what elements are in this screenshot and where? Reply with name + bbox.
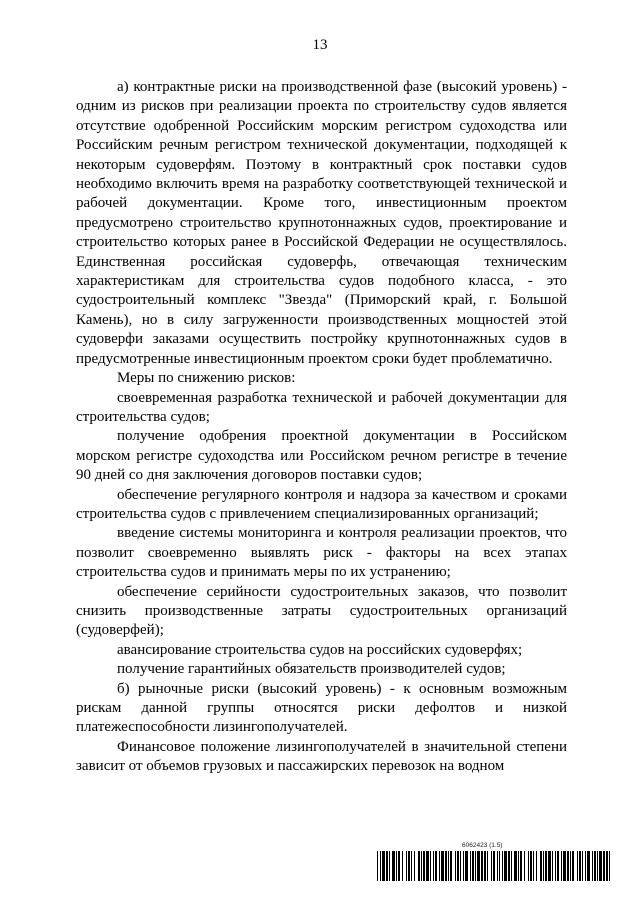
barcode-bar bbox=[508, 851, 510, 881]
barcode-bar bbox=[592, 851, 593, 881]
barcode-bar bbox=[545, 851, 547, 881]
barcode-bar bbox=[414, 851, 415, 881]
barcode-bar bbox=[533, 851, 534, 881]
barcode-bar bbox=[491, 851, 492, 881]
barcode-bar bbox=[563, 851, 566, 881]
barcode-bar bbox=[594, 851, 596, 881]
document-footer bbox=[376, 842, 614, 882]
barcode-bar bbox=[499, 851, 500, 881]
barcode-bar bbox=[455, 851, 456, 881]
barcode-bar bbox=[524, 851, 525, 881]
barcode-bar bbox=[514, 851, 517, 881]
barcode-bar bbox=[411, 851, 412, 881]
page-number: 13 bbox=[312, 37, 328, 53]
barcode-bar bbox=[567, 851, 569, 881]
barcode-bar bbox=[382, 851, 385, 881]
barcode-bar bbox=[481, 851, 483, 881]
barcode-bar bbox=[557, 851, 559, 881]
barcode-bar bbox=[577, 851, 578, 881]
barcode-bar bbox=[472, 851, 474, 881]
barcode-bar bbox=[460, 851, 461, 881]
barcode-bar bbox=[418, 851, 420, 881]
barcode-bar bbox=[572, 851, 574, 881]
barcode-bar bbox=[441, 851, 444, 881]
barcode-bar bbox=[445, 851, 447, 881]
barcode-bar bbox=[520, 851, 522, 881]
paragraph-measure-guarantees: получение гарантийных обязательств производителей судов; bbox=[117, 661, 506, 678]
barcode-bar bbox=[392, 851, 395, 881]
barcode-bar bbox=[530, 851, 532, 881]
paragraph-measure-monitoring: введение системы мониторинга и контроля реализации проектов, что позволит своевременно выявлять риск - факторы на всех этапах строительства судов и принимать меры по их устранению; bbox=[76, 525, 567, 581]
barcode-bar bbox=[502, 851, 503, 881]
barcode-bar bbox=[386, 851, 388, 881]
barcode-bar bbox=[423, 851, 425, 881]
barcode-bar bbox=[528, 851, 529, 881]
barcode-bar bbox=[439, 851, 440, 881]
barcode-bar bbox=[493, 851, 495, 881]
barcode-bar bbox=[511, 851, 512, 881]
barcode-bar bbox=[380, 851, 381, 881]
barcode-icon bbox=[376, 851, 614, 881]
barcode-bar bbox=[389, 851, 390, 881]
barcode-bar bbox=[548, 851, 551, 881]
barcode-bar bbox=[603, 851, 605, 881]
barcode-bar bbox=[377, 851, 378, 881]
barcode-bar bbox=[543, 851, 544, 881]
barcode-bar bbox=[555, 851, 556, 881]
barcode-bar bbox=[398, 851, 400, 881]
barcode-bar bbox=[477, 851, 480, 881]
paragraph-measure-serial-orders: обеспечение серийности судостроительных заказов, что позволит снизить производственные затраты судостроительных организаций (судоверфей); bbox=[76, 583, 567, 639]
barcode-bar bbox=[540, 851, 542, 881]
barcode-bar bbox=[587, 851, 590, 881]
barcode-bar bbox=[579, 851, 581, 881]
barcode-bar bbox=[609, 851, 610, 881]
document-code: 6062423 (1.5) bbox=[462, 842, 503, 849]
barcode-bar bbox=[536, 851, 537, 881]
paragraph-measure-documentation: своевременная разработка технической и рабочей документации для строительства судов; bbox=[76, 389, 567, 425]
barcode-bar bbox=[518, 851, 519, 881]
barcode-bar bbox=[597, 851, 598, 881]
barcode-bar bbox=[465, 851, 468, 881]
barcode-bar bbox=[561, 851, 562, 881]
document-body bbox=[76, 78, 567, 777]
barcode-bar bbox=[396, 851, 397, 881]
paragraph-measure-control: обеспечение регулярного контроля и надзора за качеством и сроками строительства судов с привлечением специализированных организаций; bbox=[76, 486, 567, 522]
barcode-bar bbox=[463, 851, 464, 881]
barcode-bar bbox=[433, 851, 434, 881]
paragraph-market-risks: б) рыночные риски (высокий уровень) - к основным возможным рискам данной группы относятся риски дефолтов и низкой платежеспособности лизингополучателей. bbox=[76, 680, 567, 736]
paragraph-risk-measures-heading: Меры по снижению рисков: bbox=[117, 370, 296, 387]
paragraph-measure-approval: получение одобрения проектной документации в Российском морском регистре судоходства или Российском речном регистре в течение 90 дней со дня заключения договоров поставки судов; bbox=[76, 428, 567, 484]
barcode-bar bbox=[402, 851, 403, 881]
barcode-bar bbox=[457, 851, 459, 881]
barcode-bar bbox=[504, 851, 507, 881]
barcode-bar bbox=[497, 851, 498, 881]
barcode-bar bbox=[448, 851, 449, 881]
paragraph-lessee-financial-position: Финансовое положение лизингополучателей в значительной степени зависит от объемов грузовых и пассажирских перевозок на водном bbox=[76, 738, 567, 775]
barcode-bar bbox=[430, 851, 431, 881]
barcode-bar bbox=[585, 851, 586, 881]
barcode-bar bbox=[450, 851, 452, 881]
barcode-bar bbox=[570, 851, 571, 881]
barcode-bar bbox=[421, 851, 422, 881]
barcode-bar bbox=[552, 851, 553, 881]
barcode-bar bbox=[582, 851, 583, 881]
barcode-bar bbox=[435, 851, 437, 881]
barcode-bar bbox=[599, 851, 602, 881]
paragraph-contract-risks: а) контрактные риски на производственной фазе (высокий уровень) - одним из рисков при реализации проекта по строительству судов является отсутствие одобренной Российским морским регистром судоходства или Российским речным регистром технической документации, подходящей к некоторым судоверфям. Поэтому в контрактный срок поставки судов необходимо включить время на разработку соответствующей технической и рабочей документации. Кроме того, инвестиционным проектом предусмотрено строительство крупнотоннажных судов, проектирование и строительство которых ранее в Российской Федерации не осуществлялось. Единственная российская судоверфь, отвечающая техническим характеристикам для строительства судов подобного класса, - это судостроительный комплекс "Звезда" (Приморский край, г. Большой Камень), но в силу загруженности производственных мощностей этой судоверфи заказами осуществить постройку крупнотоннажных судов в предусмотренные инвестиционным проектом сроки будет проблематично. bbox=[76, 79, 567, 367]
barcode-bar bbox=[406, 851, 407, 881]
barcode-bar bbox=[475, 851, 476, 881]
barcode-bar bbox=[470, 851, 471, 881]
barcode-bar bbox=[606, 851, 608, 881]
paragraph-measure-advance-payment: авансирование строительства судов на российских судоверфях; bbox=[117, 641, 523, 658]
barcode-bar bbox=[408, 851, 410, 881]
barcode-bar bbox=[487, 851, 488, 881]
barcode-bar bbox=[426, 851, 429, 881]
barcode-bar bbox=[484, 851, 486, 881]
